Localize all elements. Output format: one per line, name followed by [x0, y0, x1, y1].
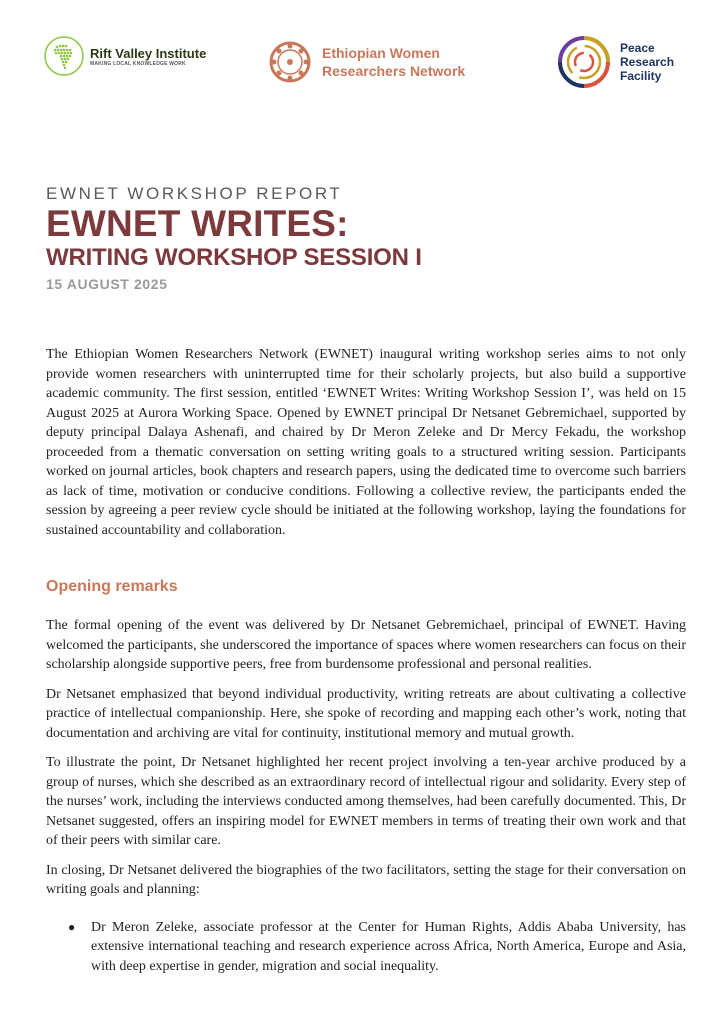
report-title: EWNET WRITES: — [46, 203, 349, 244]
prf-line1: Peace — [620, 41, 655, 55]
ewrn-line2: Researchers Network — [322, 63, 466, 79]
report-header — [46, 184, 422, 293]
paragraph: To illustrate the point, Dr Netsanet highlighted her recent project involving a ten-year archive produced by a group of nurses, which she described as an extraordinary record of intellectual rigour and solidarity. Every step of the nurses’ work, including the interviews conducted among themselves, had been carefully documented. This, Dr Netsanet suggested, offers an inspiring model for EWNET members in terms of treating their own work and that of their peers with similar care. — [46, 755, 686, 848]
report-kicker: EWNET WORKSHOP REPORT — [46, 184, 343, 203]
list-item — [46, 918, 686, 977]
report-subtitle: WRITING WORKSHOP SESSION I — [46, 244, 422, 271]
peace-research-facility-logo — [556, 34, 674, 90]
report-date: 15 AUGUST 2025 — [46, 276, 168, 292]
paragraph: In closing, Dr Netsanet delivered the biographies of the two facilitators, setting the stage for their conversation on writing goals and planning: — [46, 862, 686, 897]
section-heading: Opening remarks — [46, 578, 178, 595]
rift-valley-institute-logo — [44, 36, 206, 76]
paragraph: Dr Netsanet emphasized that beyond individual productivity, writing retreats are about cultivating a collective practice of intellectual companionship. Here, she spoke of recording and mapping each other’s work, noting that documentation and archiving are vital for continuity, institutional memory and mutual growth. — [46, 686, 686, 741]
report-body — [46, 345, 686, 976]
concentric-rings-icon — [556, 34, 612, 90]
network-circle-icon — [268, 40, 312, 84]
rvi-name: Rift Valley Institute — [90, 45, 207, 61]
prf-line3: Facility — [620, 69, 662, 83]
bullet-icon: ● — [68, 919, 76, 934]
paragraph: The formal opening of the event was delivered by Dr Netsanet Gebremichael, principal of EWNET. Having welcomed the participants, she underscored the importance of spaces where women researchers can focus on their scholarship alongside supportive peers, free from burdensome professional and personal realities. — [46, 618, 686, 672]
facilitator-list — [46, 918, 686, 977]
prf-line2: Research — [620, 55, 675, 69]
list-item-text: Dr Meron Zeleke, associate professor at the Center for Human Rights, Addis Ababa University, has extensive international teaching and research experience across Africa, North America, Europe and Asia, with deep expertise in gender, migration and social inequality. — [91, 919, 686, 974]
ewrn-line1: Ethiopian Women — [322, 45, 440, 61]
intro-paragraph: The Ethiopian Women Researchers Network (EWNET) inaugural writing workshop series aims to not only provide women researchers with uninterrupted time for their scholarly projects, but also build a supportive academic community. The first session, entitled ‘EWNET Writes: Writing Workshop Session I’, was held on 15 August 2025 at Aurora Working Space. Opened by EWNET principal Dr Netsanet Gebremichael, supported by deputy principal Dalaya Ashenafi, and chaired by Dr Meron Zeleke and Dr Mercy Fekadu, the workshop proceeded from a thematic conversation on setting writing goals to a structured writing session. Participants worked on journal articles, book chapters and research papers, using the dedicated time to overcome such barriers as lack of time, motivation or conducive conditions. Following a collective review, the participants ended the session by agreeing a peer review cycle should be initiated at the following workshop, laying the foundations for sustained accountability and collaboration. — [46, 347, 686, 538]
rvi-tagline: MAKING LOCAL KNOWLEDGE WORK — [90, 60, 186, 67]
ewrn-logo — [268, 40, 465, 84]
africa-map-icon — [44, 36, 84, 76]
logo-bar — [0, 30, 728, 110]
